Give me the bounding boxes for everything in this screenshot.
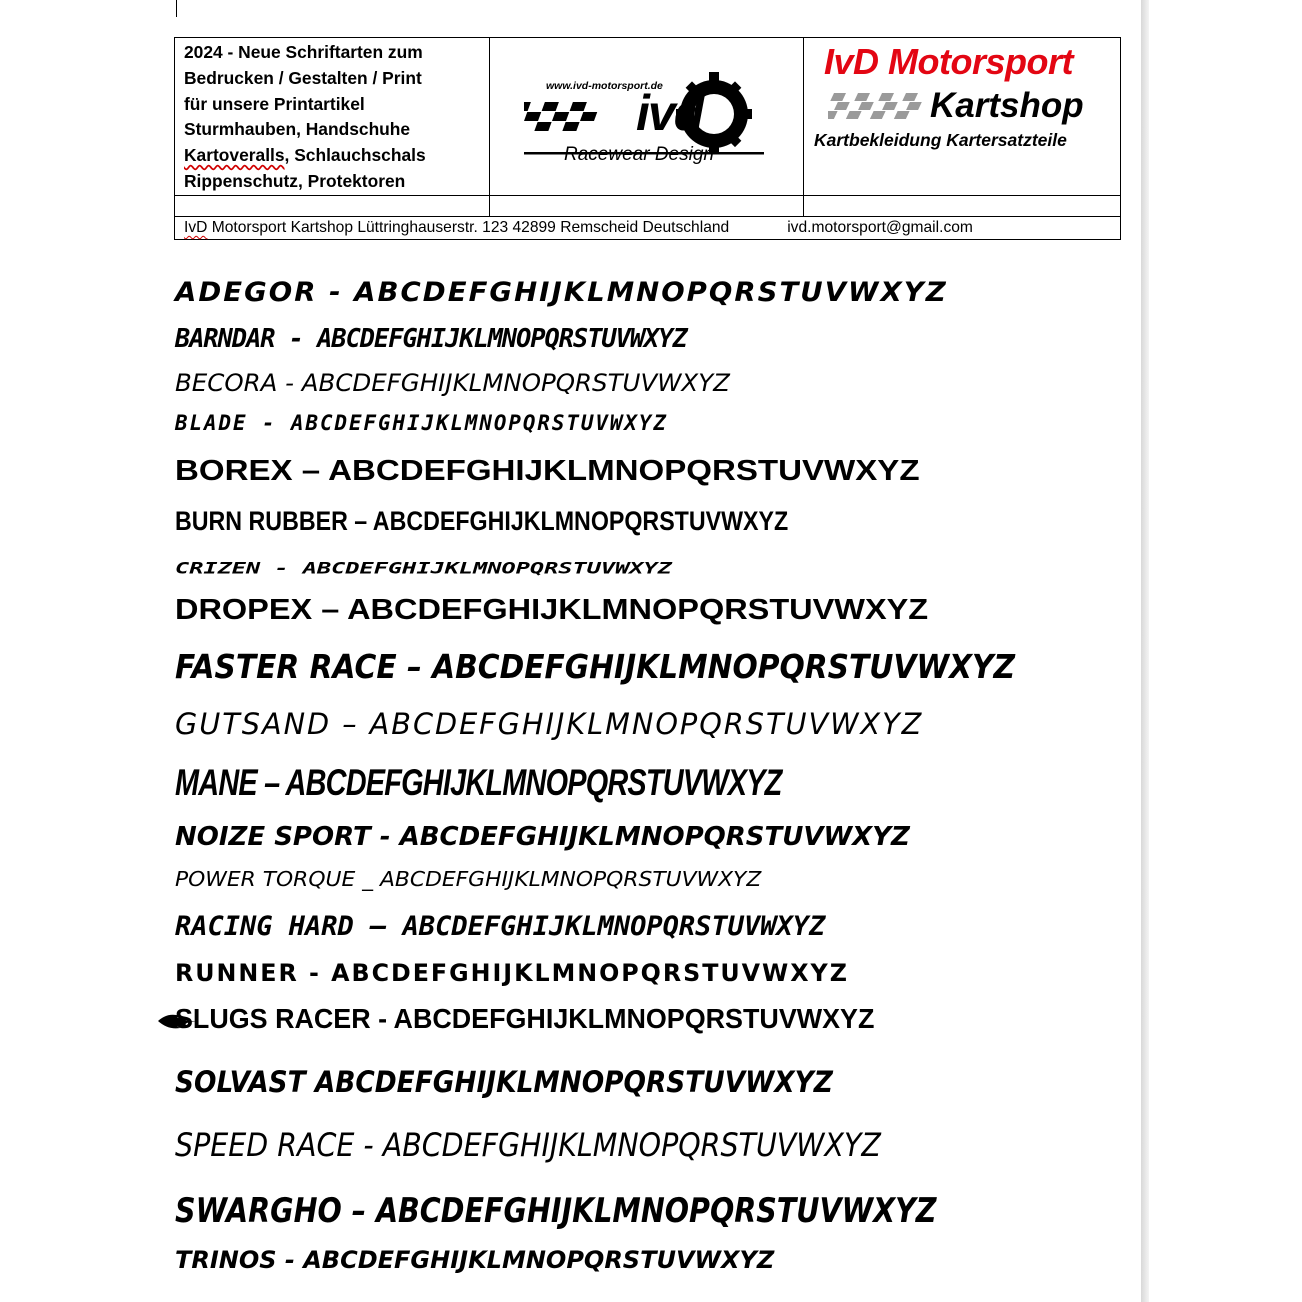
font-sample-borex: BOREX – ABCDEFGHIJKLMNOPQRSTUVWXYZ — [175, 455, 920, 487]
address-text: Motorsport Kartshop Lüttringhauserstr. 123 42899 Remscheid Deutschland — [207, 219, 730, 236]
font-sample-gutsand: GUTSAND – ABCDEFGHIJKLMNOPQRSTUVWXYZ — [175, 707, 924, 741]
logo-url: www.ivd-motorsport.de — [546, 80, 663, 92]
brand-tagline: Kartbekleidung Kartersatzteile — [814, 130, 1067, 150]
checkered-flag-icon — [828, 93, 924, 119]
intro-line-rest: , Schlauchschals — [284, 145, 426, 166]
email-address: ivd.motorsport@gmail.com — [787, 219, 973, 236]
empty-cell — [175, 196, 490, 217]
intro-line: Rippenschutz, Protektoren — [184, 170, 406, 191]
right-gutter — [1149, 0, 1302, 1302]
ivd-logo — [524, 66, 774, 176]
font-sample-swargho: SWARGHO – ABCDEFGHIJKLMNOPQRSTUVWXYZ — [175, 1191, 937, 1231]
font-sample-becora: BECORA - ABCDEFGHIJKLMNOPQRSTUVWXYZ — [175, 369, 730, 397]
header-table — [174, 37, 1121, 240]
font-sample-power-torque: POWER TORQUE _ ABCDEFGHIJKLMNOPQRSTUVWXYZ — [175, 867, 762, 891]
font-sample-blade: BLADE - ABCDEFGHIJKLMNOPQRSTUVWXYZ — [175, 411, 668, 435]
address-cell — [175, 217, 1121, 240]
empty-cell — [490, 196, 804, 217]
logo-subtitle: Racewear Design — [564, 144, 714, 165]
intro-line: 2024 - Neue Schriftarten zum — [184, 42, 423, 62]
brand-title: IvD Motorsport — [824, 41, 1073, 82]
intro-cell — [175, 38, 490, 196]
font-sample-racing-hard: RACING HARD – ABCDEFGHIJKLMNOPQRSTUVWXYZ — [175, 911, 826, 942]
font-sample-crizen: CRIZEN - ABCDEFGHIJKLMNOPQRSTUVWXYZ — [175, 559, 672, 579]
spellcheck-word: Kartoveralls — [184, 145, 285, 166]
font-sample-mane: MANE – ABCDEFGHIJKLMNOPQRSTUVWXYZ — [175, 762, 782, 803]
intro-line — [184, 143, 481, 169]
font-sample-trinos: TRINOS - ABCDEFGHIJKLMNOPQRSTUVWXYZ — [175, 1246, 775, 1274]
intro-text — [175, 38, 489, 195]
font-sample-dropex: DROPEX – ABCDEFGHIJKLMNOPQRSTUVWXYZ — [175, 594, 929, 626]
intro-line: Bedrucken / Gestalten / Print — [184, 67, 422, 88]
intro-line: für unsere Printartikel — [184, 93, 365, 114]
font-sample-adegor: ADEGOR - ABCDEFGHIJKLMNOPQRSTUVWXYZ — [175, 277, 948, 308]
font-sample-faster-race: FASTER RACE – ABCDEFGHIJKLMNOPQRSTUVWXYZ — [175, 647, 1016, 686]
font-sample-barndar: BARNDAR - ABCDEFGHIJKLMNOPQRSTUVWXYZ — [175, 324, 687, 354]
font-sample-slugs-racer: SLUGS RACER - ABCDEFGHIJKLMNOPQRSTUVWXYZ — [175, 1003, 875, 1034]
page-edge-shadow — [1141, 0, 1149, 1302]
font-sample-burn-rubber: BURN RUBBER – ABCDEFGHIJKLMNOPQRSTUVWXYZ — [175, 506, 789, 536]
empty-cell — [804, 196, 1121, 217]
font-sample-speed-race: SPEED RACE - ABCDEFGHIJKLMNOPQRSTUVWXYZ — [175, 1126, 881, 1164]
address-line — [175, 217, 1120, 237]
text-cursor — [176, 0, 177, 17]
font-sample-solvast: SOLVAST ABCDEFGHIJKLMNOPQRSTUVWXYZ — [175, 1065, 833, 1099]
logo-cell — [490, 38, 804, 196]
font-sample-runner: RUNNER - ABCDEFGHIJKLMNOPQRSTUVWXYZ — [175, 959, 849, 987]
brand-shop: Kartshop — [930, 86, 1084, 125]
spellcheck-word: IvD — [184, 219, 208, 236]
font-sample-noize-sport: NOIZE SPORT - ABCDEFGHIJKLMNOPQRSTUVWXYZ — [175, 822, 910, 852]
intro-line: Sturmhauben, Handschuhe — [184, 119, 411, 140]
brand-cell — [804, 38, 1121, 196]
logo-mark: ivd — [636, 85, 703, 141]
